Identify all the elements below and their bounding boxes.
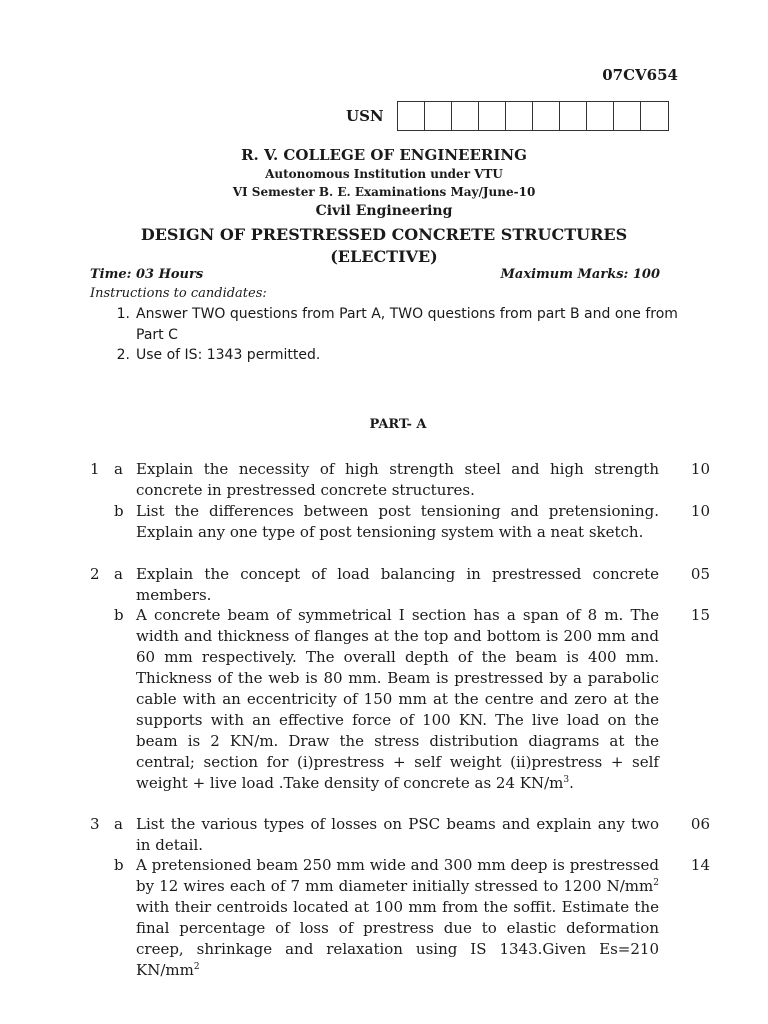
usn-box bbox=[587, 102, 614, 130]
subject-title: DESIGN OF PRESTRESSED CONCRETE STRUCTURES bbox=[140, 225, 628, 244]
question-marks: 05 bbox=[690, 565, 710, 583]
question-subpart: b bbox=[114, 606, 124, 624]
question-text: Explain the concept of load balancing in prestressed concrete members. bbox=[136, 565, 659, 604]
subject-note: (ELECTIVE) bbox=[330, 247, 438, 266]
question-text bbox=[136, 855, 659, 981]
question-subpart: a bbox=[114, 565, 123, 583]
instruction-text: Use of IS: 1343 permitted. bbox=[136, 347, 321, 363]
usn-box bbox=[533, 102, 560, 130]
paper-code: 07CV654 bbox=[602, 66, 678, 84]
question-marks: 15 bbox=[690, 606, 710, 624]
question-marks: 10 bbox=[690, 502, 710, 520]
instruction-item bbox=[112, 345, 682, 366]
question-subpart: b bbox=[114, 502, 124, 520]
part-title: PART- A bbox=[369, 417, 427, 432]
usn-box bbox=[614, 102, 641, 130]
question-number: 3 bbox=[90, 815, 100, 833]
question-subpart: b bbox=[114, 856, 124, 874]
usn-box bbox=[479, 102, 506, 130]
question-number: 2 bbox=[90, 565, 100, 583]
instruction-number: 2. bbox=[116, 347, 130, 363]
usn-box bbox=[641, 102, 668, 130]
question-text-main: A concrete beam of symmetrical I section has a span of 8 m. The width and thickness of flanges at the top and bottom is 200 mm and 60 mm respectively. The overall depth of the beam is 400 mm. Thickness of the web is 80 mm. Beam is prestressed by a parabolic cable with an eccentricity of 150 mm at the centre and zero at the supports with an effective force of 100 KN. The live load on the beam is 2 KN/m. Draw the stress distribution diagrams at the central; section for (i)prestress + self weight (ii)prestress + self weight + live load .Take density of concrete as 24 KN/m bbox=[136, 606, 659, 792]
question-text bbox=[136, 605, 659, 794]
usn-box bbox=[398, 102, 425, 130]
usn-box bbox=[560, 102, 587, 130]
question-subpart: a bbox=[114, 460, 123, 478]
usn-box bbox=[506, 102, 533, 130]
usn-box bbox=[452, 102, 479, 130]
superscript: 2 bbox=[193, 962, 200, 972]
question-text: List the various types of losses on PSC beams and explain any two in detail. bbox=[136, 815, 659, 854]
question-text-end: . bbox=[569, 774, 574, 792]
usn-box bbox=[425, 102, 452, 130]
instructions-title: Instructions to candidates: bbox=[90, 286, 267, 301]
question-marks: 14 bbox=[690, 856, 710, 874]
instruction-number: 1. bbox=[116, 306, 130, 322]
maximum-marks: Maximum Marks: 100 bbox=[500, 267, 660, 282]
instruction-text: Answer TWO questions from Part A, TWO questions from part B and one from Part C bbox=[136, 306, 678, 343]
question-text: Explain the necessity of high strength steel and high strength concrete in prestressed concrete structures. bbox=[136, 460, 659, 499]
department-name: Civil Engineering bbox=[315, 203, 453, 219]
usn-label: USN bbox=[346, 107, 384, 125]
autonomy-line: Autonomous Institution under VTU bbox=[265, 167, 503, 181]
usn-box-grid bbox=[397, 101, 669, 131]
question-number: 1 bbox=[90, 460, 100, 478]
instruction-item bbox=[112, 304, 682, 346]
question-marks: 06 bbox=[690, 815, 710, 833]
question-text-end: with their centroids located at 100 mm from the soffit. Estimate the final percentage of loss of prestress due to elastic deformation creep, shrinkage and relaxation using IS 1343.Given Es=210 KN/mm bbox=[136, 898, 659, 979]
question-subpart: a bbox=[114, 815, 123, 833]
question-marks: 10 bbox=[690, 460, 710, 478]
semester-line: VI Semester B. E. Examinations May/June-10 bbox=[232, 185, 536, 199]
exam-duration: Time: 03 Hours bbox=[90, 267, 204, 282]
superscript: 3 bbox=[563, 775, 570, 785]
superscript: 2 bbox=[653, 878, 659, 888]
question-text-main: A pretensioned beam 250 mm wide and 300 mm deep is prestressed by 12 wires each of 7 mm diameter initially stressed to 1200 N/mm bbox=[136, 856, 659, 895]
college-name: R. V. COLLEGE OF ENGINEERING bbox=[241, 146, 527, 164]
question-text: List the differences between post tensioning and pretensioning. Explain any one type of post tensioning system with a neat sketch. bbox=[136, 502, 659, 541]
